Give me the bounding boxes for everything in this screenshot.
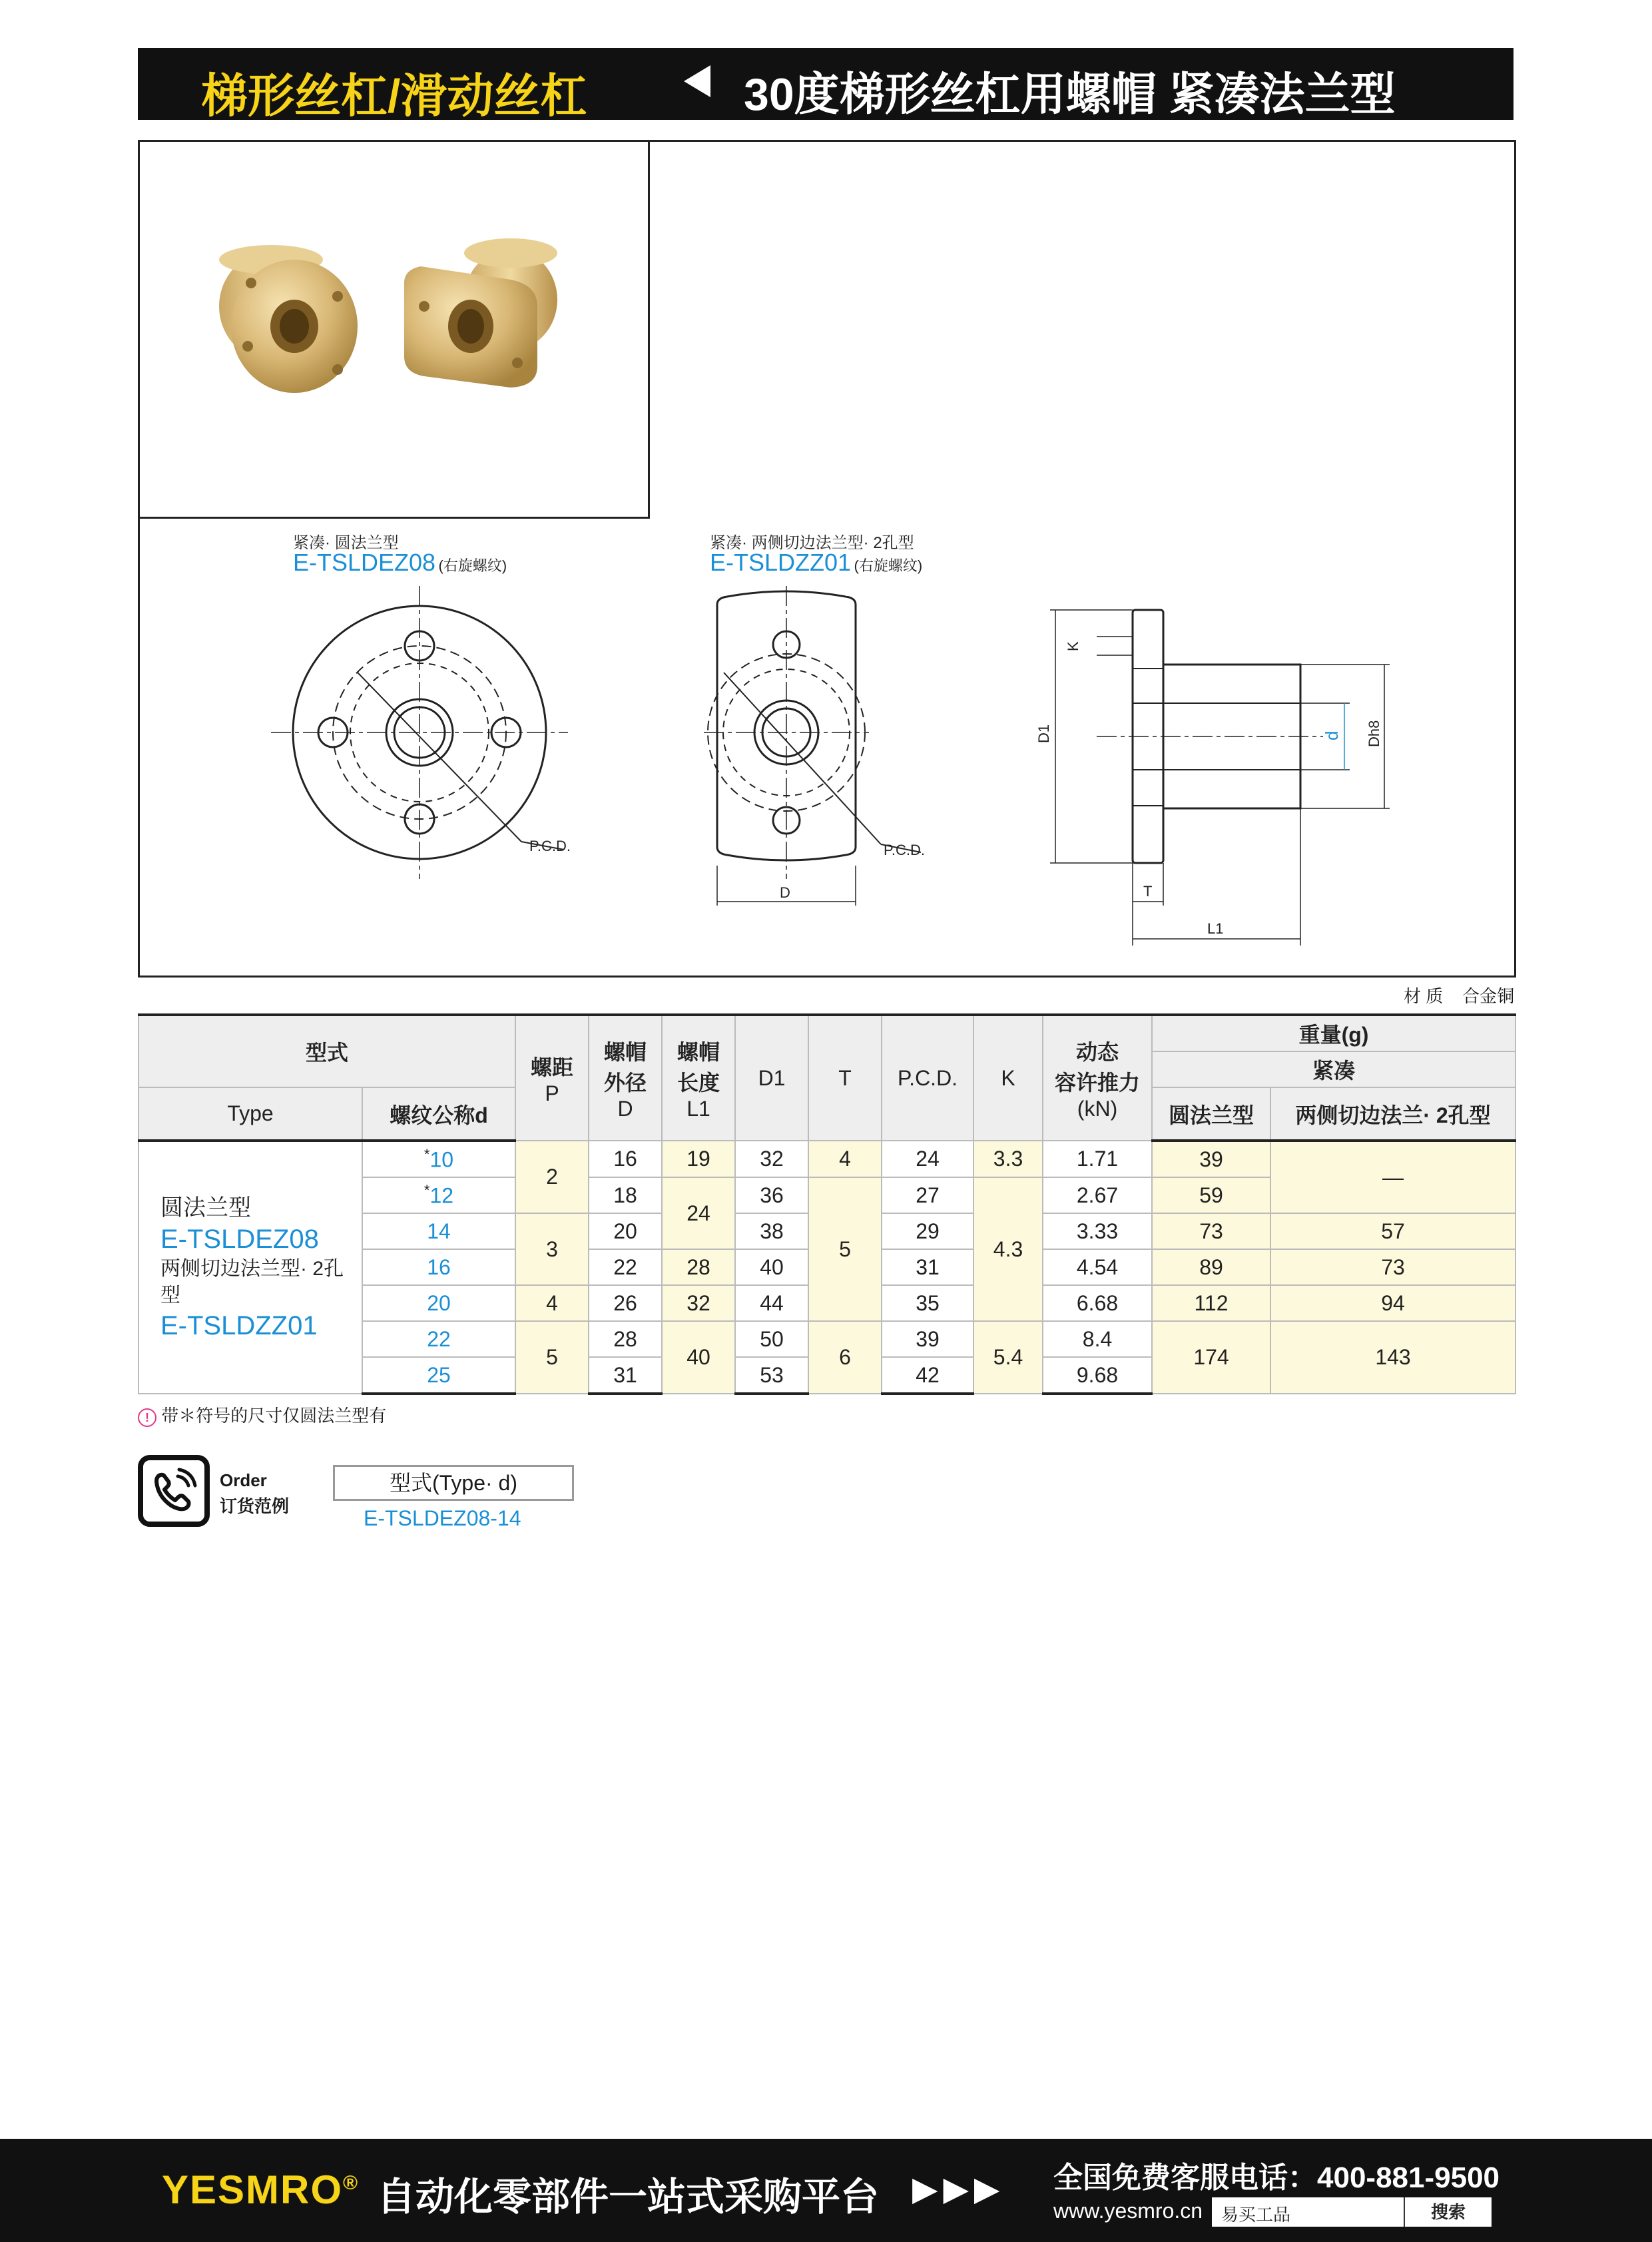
th-weight: 重量(g) xyxy=(1152,1015,1515,1051)
cell-pcd: 24 xyxy=(882,1141,973,1177)
cell-load: 8.4 xyxy=(1043,1321,1152,1357)
page-header xyxy=(138,48,1514,120)
two-cut-pcd-label: P.C.D. xyxy=(884,842,925,858)
cell-d1: 40 xyxy=(735,1249,808,1285)
category-title: 梯形丝杠/滑动丝杠 xyxy=(201,70,587,122)
side-d-label: d xyxy=(1322,730,1342,740)
cell-w-two-cut: — xyxy=(1270,1141,1515,1213)
th-two-cut: 两侧切边法兰· 2孔型 xyxy=(1270,1087,1515,1141)
spec-table xyxy=(138,1013,1516,1395)
side-d1-label: D1 xyxy=(1035,724,1052,743)
cell-load: 9.68 xyxy=(1043,1357,1152,1394)
footnote xyxy=(138,1402,386,1427)
th-k: K xyxy=(973,1015,1043,1141)
cell-l1: 40 xyxy=(662,1321,735,1394)
cell-outer-d: 16 xyxy=(589,1141,662,1177)
th-xingshi: 型式 xyxy=(138,1015,515,1087)
side-l1-label: L1 xyxy=(1207,920,1224,937)
cell-d1: 36 xyxy=(735,1177,808,1213)
cell-pcd: 42 xyxy=(882,1357,973,1394)
cell-k: 5.4 xyxy=(973,1321,1043,1394)
cell-d: 14 xyxy=(362,1213,515,1249)
cell-pcd: 31 xyxy=(882,1249,973,1285)
cell-d1: 38 xyxy=(735,1213,808,1249)
cell-d1: 53 xyxy=(735,1357,808,1394)
cell-p: 4 xyxy=(515,1285,589,1321)
cell-load: 6.68 xyxy=(1043,1285,1152,1321)
th-t: T xyxy=(808,1015,882,1141)
footnote-text: 带＊符号的尺寸仅圆法兰型有 xyxy=(161,1406,387,1426)
arrow-left-icon xyxy=(684,65,710,97)
cell-load: 2.67 xyxy=(1043,1177,1152,1213)
cell-w-round: 89 xyxy=(1152,1249,1270,1285)
cell-w-round: 39 xyxy=(1152,1141,1270,1177)
cell-load: 1.71 xyxy=(1043,1141,1152,1177)
cell-t: 5 xyxy=(808,1177,882,1321)
cell-outer-d: 31 xyxy=(589,1357,662,1394)
cell-w-round: 59 xyxy=(1152,1177,1270,1213)
page-title: 30度梯形丝杠用螺帽 紧凑法兰型 xyxy=(744,69,1396,120)
material-value: 合金铜 xyxy=(1462,986,1515,1006)
cell-k: 3.3 xyxy=(973,1141,1043,1177)
th-pitch: 螺距 P xyxy=(515,1015,589,1141)
cell-load: 4.54 xyxy=(1043,1249,1152,1285)
cell-outer-d: 22 xyxy=(589,1249,662,1285)
side-t-label: T xyxy=(1143,883,1153,900)
cell-outer-d: 20 xyxy=(589,1213,662,1249)
type-round-name: 圆法兰型 xyxy=(160,1195,251,1221)
cell-outer-d: 26 xyxy=(589,1285,662,1321)
type-two-cut-code: E-TSLDZZ01 xyxy=(160,1310,318,1340)
brand-logo: YESMRO® xyxy=(162,2167,360,2212)
round-flange-note: (右旋螺纹) xyxy=(438,557,507,574)
two-cut-flange-label: 紧凑· 两侧切边法兰型· 2孔型 xyxy=(710,534,914,552)
round-flange-code-line xyxy=(293,549,507,577)
cell-d1: 50 xyxy=(735,1321,808,1357)
th-d1: D1 xyxy=(735,1015,808,1141)
cell-w-two-cut: 94 xyxy=(1270,1285,1515,1321)
cell-k: 4.3 xyxy=(973,1177,1043,1321)
cell-d: *12 xyxy=(362,1177,515,1213)
order-header: 型式(Type· d) xyxy=(389,1471,518,1495)
round-flange-label: 紧凑· 圆法兰型 xyxy=(293,534,399,552)
cell-d: 20 xyxy=(362,1285,515,1321)
round-pcd-label: P.C.D. xyxy=(529,838,571,854)
side-view xyxy=(1050,610,1390,946)
technical-drawings xyxy=(138,586,1512,959)
cell-w-round: 112 xyxy=(1152,1285,1270,1321)
cell-outer-d: 18 xyxy=(589,1177,662,1213)
cell-w-two-cut: 143 xyxy=(1270,1321,1515,1394)
two-cut-flange-note: (右旋螺纹) xyxy=(854,557,923,574)
round-flange-code: E-TSLDEZ08 xyxy=(293,549,436,576)
cell-l1: 32 xyxy=(662,1285,735,1321)
side-dh8-label: Dh8 xyxy=(1366,720,1382,747)
cell-pcd: 29 xyxy=(882,1213,973,1249)
product-photo xyxy=(138,140,648,517)
th-pcd: P.C.D. xyxy=(882,1015,973,1141)
site-url[interactable]: www.yesmro.cn xyxy=(1053,2199,1203,2223)
type-two-cut-name: 两侧切边法兰型· 2孔型 xyxy=(160,1257,344,1306)
cell-d: 22 xyxy=(362,1321,515,1357)
cell-pcd: 27 xyxy=(882,1177,973,1213)
search-input[interactable] xyxy=(1212,2197,1492,2227)
th-thread-d: 螺纹公称d xyxy=(362,1087,515,1141)
hotline: 全国免费客服电话：400-881-9500 xyxy=(1053,2161,1500,2194)
cell-load: 3.33 xyxy=(1043,1213,1152,1249)
th-compact: 紧凑 xyxy=(1152,1051,1515,1087)
th-length: 螺帽 长度 L1 xyxy=(662,1015,735,1141)
cell-p: 2 xyxy=(515,1141,589,1213)
two-cut-d-label: D xyxy=(780,884,790,901)
cell-d: *10 xyxy=(362,1141,515,1177)
cell-d: 16 xyxy=(362,1249,515,1285)
cell-pcd: 35 xyxy=(882,1285,973,1321)
th-type: Type xyxy=(138,1087,362,1141)
round-flange-front-view xyxy=(271,586,568,879)
cell-d1: 44 xyxy=(735,1285,808,1321)
cell-d1: 32 xyxy=(735,1141,808,1177)
two-cut-flange-code: E-TSLDZZ01 xyxy=(710,549,852,576)
material-line xyxy=(1404,983,1514,1007)
cell-outer-d: 28 xyxy=(589,1321,662,1357)
page-footer xyxy=(0,2139,1652,2242)
cell-l1: 28 xyxy=(662,1249,735,1285)
cell-t: 6 xyxy=(808,1321,882,1394)
th-round: 圆法兰型 xyxy=(1152,1087,1270,1141)
cell-d: 25 xyxy=(362,1357,515,1394)
side-k-label: K xyxy=(1065,641,1081,651)
warning-icon: ! xyxy=(138,1408,156,1427)
th-load: 动态 容许推力 (kN) xyxy=(1043,1015,1152,1141)
order-type-box xyxy=(333,1465,574,1501)
arrows-icon: ▶▶▶ xyxy=(912,2170,1005,2207)
th-outer-d: 螺帽 外径 D xyxy=(589,1015,662,1141)
product-photo-box xyxy=(138,140,650,519)
cell-p: 5 xyxy=(515,1321,589,1394)
cell-t: 4 xyxy=(808,1141,882,1177)
two-cut-flange-code-line xyxy=(710,549,922,577)
order-example: E-TSLDEZ08-14 xyxy=(364,1506,521,1530)
cell-w-round: 73 xyxy=(1152,1213,1270,1249)
type-cell xyxy=(138,1141,362,1394)
cell-w-two-cut: 73 xyxy=(1270,1249,1515,1285)
cell-pcd: 39 xyxy=(882,1321,973,1357)
footer-slogan: 自动化零部件一站式采购平台 xyxy=(377,2175,880,2219)
cell-l1: 19 xyxy=(662,1141,735,1177)
cell-l1: 24 xyxy=(662,1177,735,1249)
table-row xyxy=(138,1141,1515,1177)
material-label: 材 质 xyxy=(1404,986,1444,1006)
type-round-code: E-TSLDEZ08 xyxy=(160,1224,319,1254)
phone-icon xyxy=(138,1455,210,1527)
order-en: Order xyxy=(220,1470,267,1490)
cell-w-round: 174 xyxy=(1152,1321,1270,1394)
cell-p: 3 xyxy=(515,1213,589,1285)
order-cn: 订货范例 xyxy=(220,1496,290,1516)
search-button[interactable]: 搜索 xyxy=(1404,2197,1492,2227)
cell-w-two-cut: 57 xyxy=(1270,1213,1515,1249)
search-placeholder: 易买工品 xyxy=(1221,2205,1291,2225)
